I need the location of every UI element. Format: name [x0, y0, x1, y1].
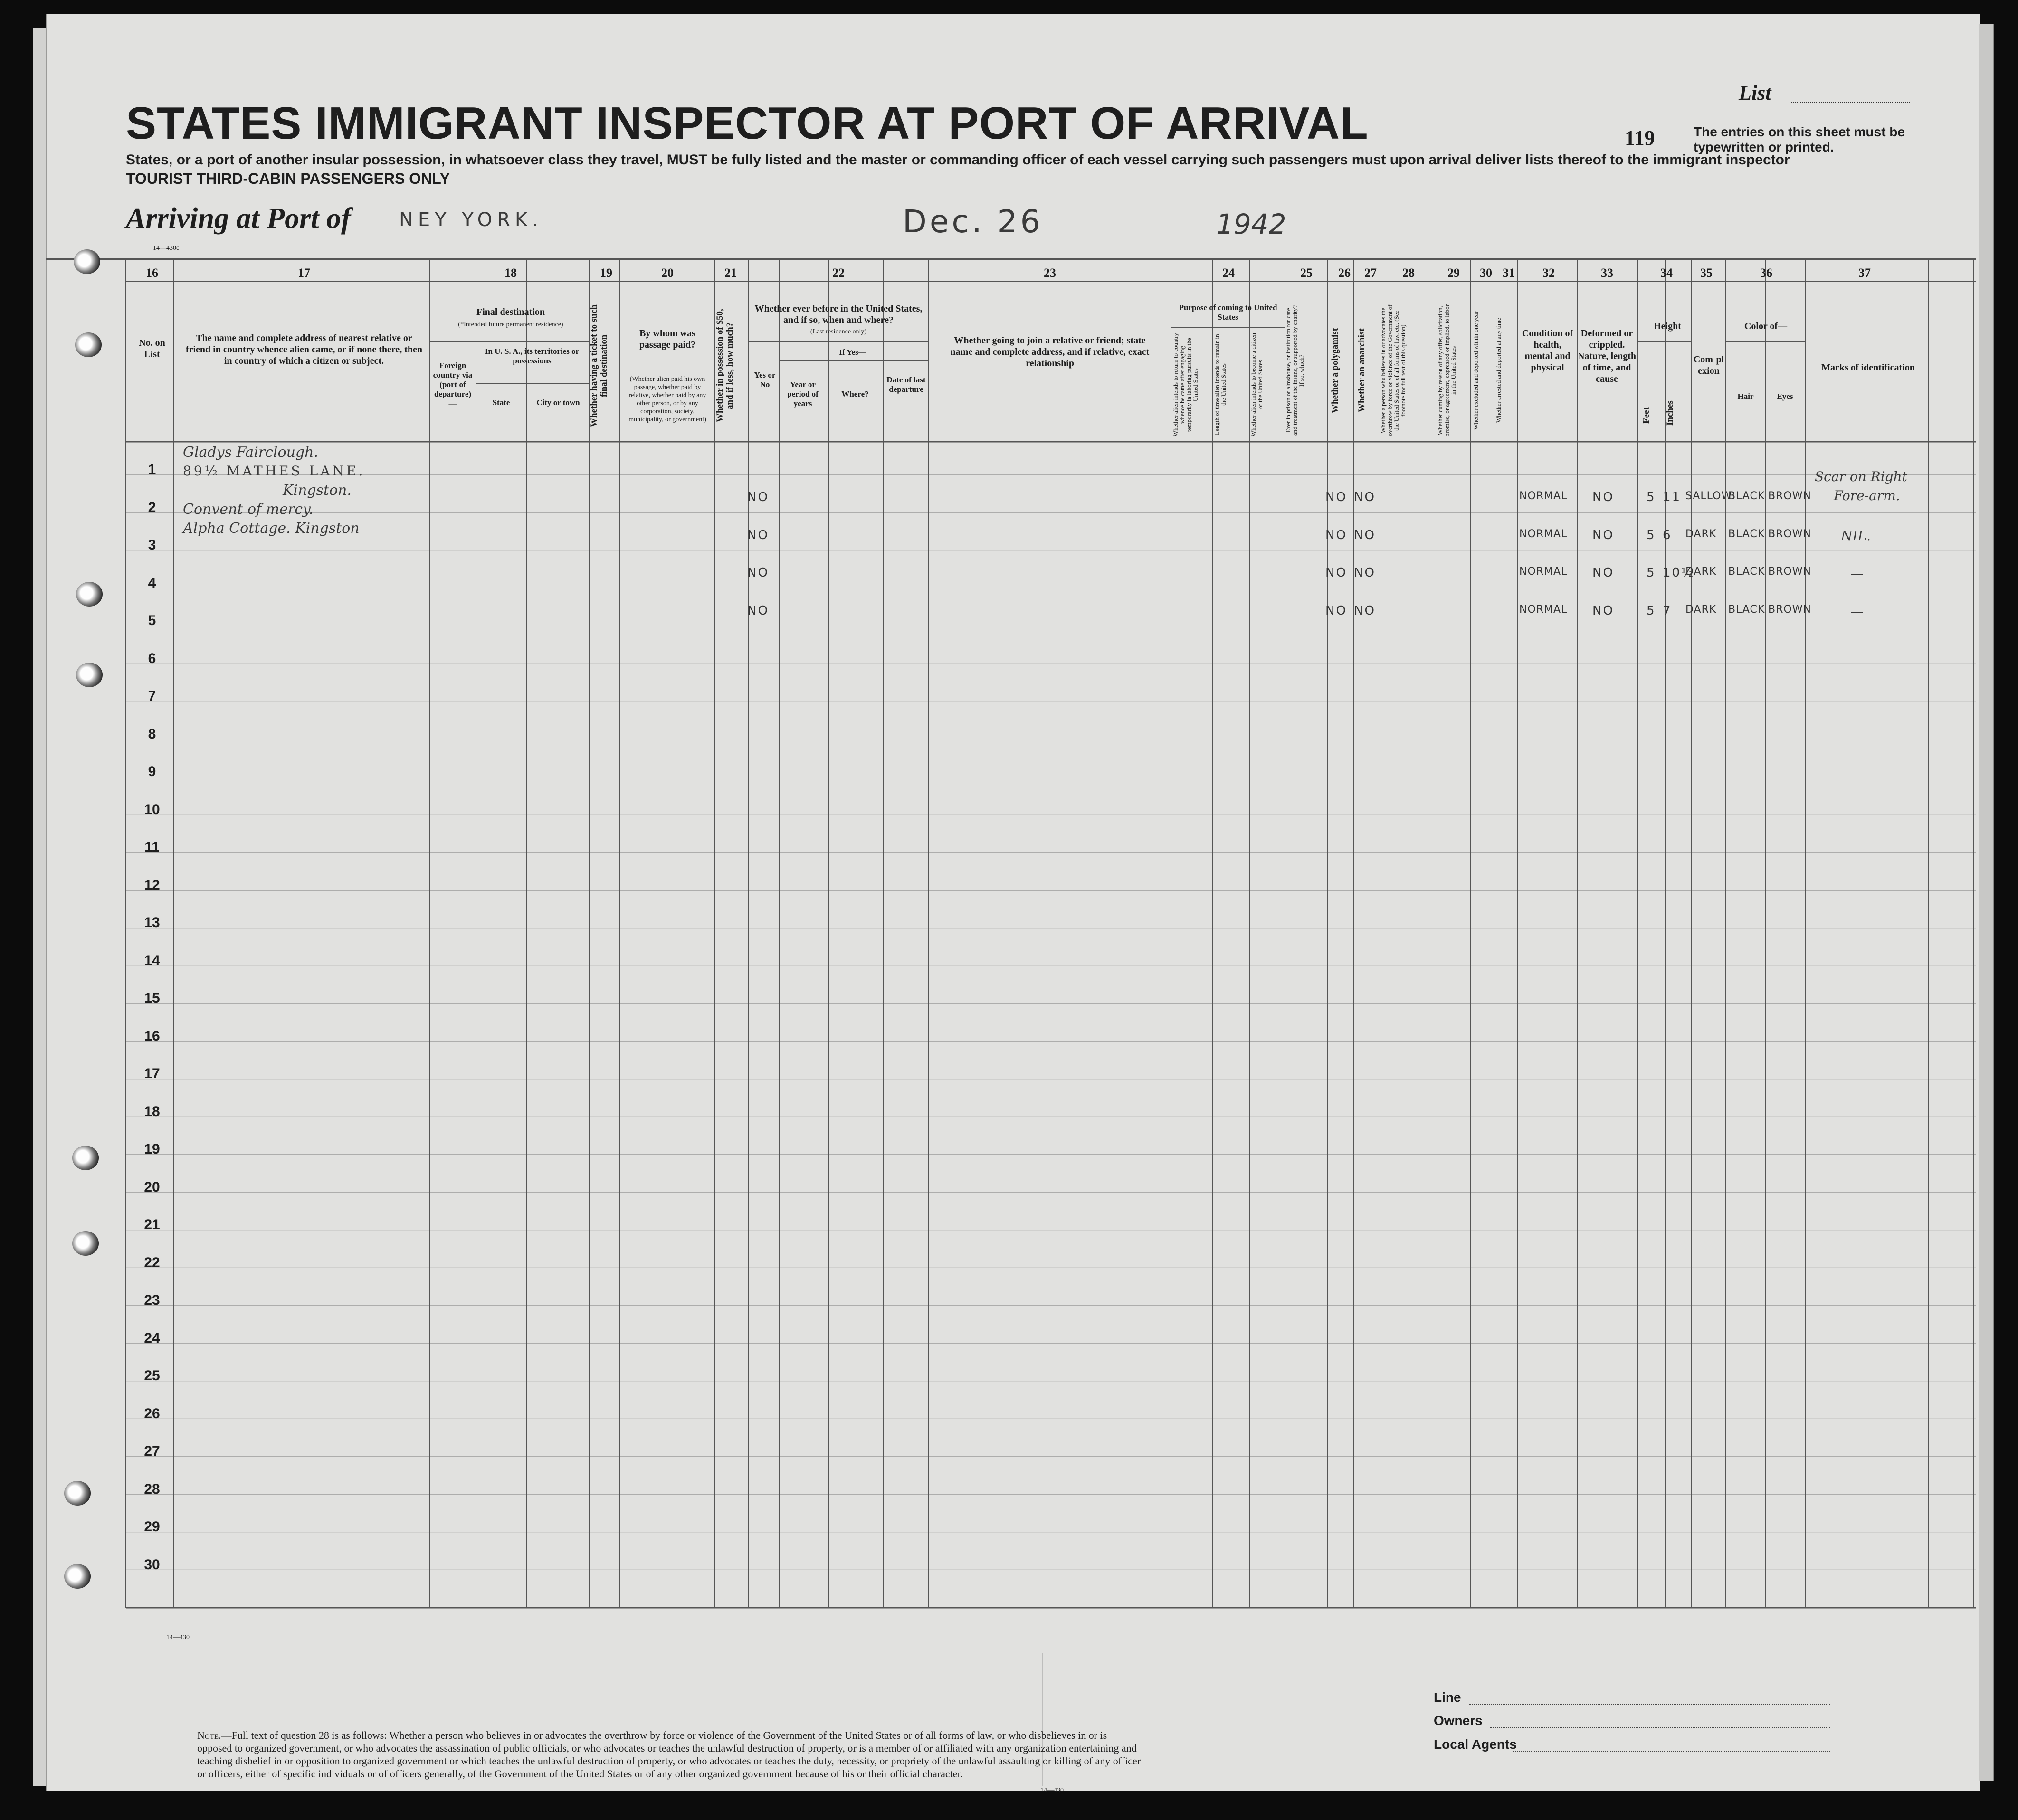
- col-num-28: 28: [1402, 266, 1415, 280]
- col-num-26: 26: [1338, 266, 1351, 280]
- header-no-on-list: No. on List: [139, 338, 165, 360]
- col-num-33: 33: [1601, 266, 1613, 280]
- header-polygamist: Whether a polygamist: [1330, 328, 1340, 413]
- row-number: 24: [144, 1330, 160, 1346]
- header-overthrow: Whether a person who believes in or advocates the overthrow by force or violence of the Government of the United States or of all forms of law, etc. (See footnote for full text of this question): [1380, 304, 1407, 436]
- binder-hole: [64, 1564, 91, 1589]
- row-number: 21: [144, 1217, 160, 1233]
- row-number: 23: [144, 1292, 160, 1308]
- row-number: 26: [144, 1405, 160, 1422]
- col-num-37: 37: [1858, 266, 1871, 280]
- header-deformed: Deformed or crippled. Nature, length of time, and cause: [1578, 328, 1636, 384]
- header-join-relative: Whether going to join a relative or friend; state name and complete address, and if relative, exact relationship: [950, 335, 1150, 369]
- entry-2-eyes: BROWN: [1768, 528, 1811, 540]
- header-period: Year or period of years: [787, 380, 819, 408]
- entry-4-polygamist: NO: [1325, 603, 1347, 618]
- entry-1-deformed: NO: [1592, 490, 1614, 504]
- row-number: 18: [144, 1103, 160, 1119]
- footer-agents-label: Local Agents: [1434, 1737, 1517, 1752]
- col-num-35: 35: [1700, 266, 1713, 280]
- entry-3-inches: 10½: [1663, 566, 1695, 580]
- binder-hole: [76, 663, 103, 687]
- row-number: 3: [148, 537, 156, 553]
- binder-hole: [64, 1481, 91, 1506]
- col-num-21: 21: [724, 266, 737, 280]
- header-arrested: Whether arrested and deported at any time: [1495, 318, 1502, 423]
- header-marks: Marks of identification: [1821, 362, 1915, 373]
- entry-2-polygamist: NO: [1325, 528, 1347, 542]
- entry-4-inches: 7: [1663, 603, 1672, 618]
- row-number: 25: [144, 1368, 160, 1384]
- header-ticket: Whether having a ticket to such final destination: [589, 304, 609, 427]
- header-passage-paid: By whom was passage paid?: [639, 328, 696, 350]
- col-num-22: 22: [832, 266, 845, 280]
- row-number: 29: [144, 1519, 160, 1535]
- row-number: 11: [144, 839, 160, 855]
- entry-2-ever-us: NO: [747, 528, 769, 542]
- entry-1-inches: 11: [1663, 490, 1682, 504]
- col-num-23: 23: [1044, 266, 1056, 280]
- row-number: 4: [148, 575, 156, 591]
- header-eyes: Eyes: [1777, 392, 1793, 401]
- header-state: State: [492, 398, 510, 407]
- header-inches: Inches: [1665, 400, 1675, 426]
- header-prison: Ever in prison or almshouse, or institution for care and treatment of the insane, or supported by charity? If so, which?: [1285, 305, 1305, 436]
- row-number: 20: [144, 1179, 160, 1195]
- header-where: Where?: [841, 389, 869, 398]
- row-number: 19: [144, 1141, 160, 1157]
- entry-4-deformed: NO: [1592, 603, 1614, 618]
- entry-3-complexion: DARK: [1685, 566, 1717, 578]
- header-feet: Feet: [1641, 407, 1651, 424]
- footer-line-rule: [1469, 1704, 1830, 1705]
- entry-4-hair: BLACK: [1728, 603, 1765, 616]
- col-num-27: 27: [1364, 266, 1377, 280]
- entry-3-feet: 5: [1647, 566, 1656, 580]
- col-num-29: 29: [1447, 266, 1460, 280]
- port-label: Arriving at Port of: [126, 202, 351, 235]
- entry-3-hair: BLACK: [1728, 566, 1765, 578]
- col-num-17: 17: [298, 266, 310, 280]
- col-num-18: 18: [504, 266, 517, 280]
- entry-3-ever-us: NO: [747, 566, 769, 580]
- col-num-25: 25: [1300, 266, 1313, 280]
- entry-3-health: NORMAL: [1519, 566, 1568, 578]
- col-num-34: 34: [1660, 266, 1673, 280]
- entry-1-relative-line2: 89½ MATHES LANE.: [183, 463, 365, 479]
- entry-4-eyes: BROWN: [1768, 603, 1811, 616]
- form-code-lower: 14—430: [166, 1634, 190, 1641]
- header-height: Height: [1654, 321, 1681, 332]
- row-number: 7: [148, 688, 156, 704]
- page-title: STATES IMMIGRANT INSPECTOR AT PORT OF ARRIVAL: [126, 98, 1369, 149]
- entry-2-marks: NIL.: [1841, 528, 1871, 544]
- entry-1-relative-line3: Kingston.: [283, 482, 352, 499]
- footer-line-label: Line: [1434, 1690, 1461, 1705]
- row-number: 2: [148, 499, 156, 515]
- header-purpose-return: Whether alien intends to return to country whence he came after engaging temporarily in laboring pursuits in the United States: [1172, 332, 1199, 437]
- header-if-yes: If Yes—: [839, 348, 866, 357]
- entry-4-ever-us: NO: [747, 603, 769, 618]
- row-number: 1: [148, 462, 156, 478]
- entry-4-anarchist: NO: [1354, 603, 1376, 618]
- header-in-usa: In U. S. A., its territories or possessions: [485, 347, 580, 365]
- entry-4-health: NORMAL: [1519, 603, 1568, 616]
- header-complexion: Com-plexion: [1693, 354, 1724, 376]
- footer-owners-label: Owners: [1434, 1713, 1483, 1728]
- entry-1-polygamist: NO: [1325, 490, 1347, 504]
- row-number: 12: [144, 877, 160, 893]
- header-city: City or town: [536, 398, 580, 407]
- entries-note: The entries on this sheet must be typewritten or printed.: [1694, 124, 1905, 154]
- port-value: NEY YORK.: [399, 209, 543, 231]
- footer-agents-rule: [1514, 1751, 1830, 1752]
- entry-1-hair: BLACK: [1728, 490, 1765, 502]
- col-num-19: 19: [600, 266, 612, 280]
- entry-3-marks: —: [1850, 566, 1864, 581]
- footer-owners-rule: [1490, 1727, 1830, 1728]
- entry-1-feet: 5: [1647, 490, 1656, 504]
- entry-4-marks: —: [1850, 603, 1864, 619]
- entry-1-ever-us: NO: [747, 490, 769, 504]
- binder-hole: [72, 1146, 99, 1170]
- footer-note-text: Full text of question 28 is as follows: Whether a person who believes in or advocates the overthrow by force or violence of the Government of the United States or of all forms of law, or who disbelieves in or is opposed to organized government, or who advocates the assassination of public officials, or who advocates or teaches the unlawful destruction of property, or is a member of or affiliated with any organization entertaining and teaching disbelief in or opposition to organized government or which teaches the unlawful destruction of property, or who advocates or teaches the duty, necessity, or propriety of the unlawful assaulting or killing of any officer or officers, either of specific individuals or of officers generally, of the Government of the United States or of any other organized government because of his or their official character.: [197, 1729, 1141, 1780]
- header-final-destination: Final destination: [476, 307, 545, 317]
- header-ever-in-us-note: (Last residence only): [810, 328, 867, 335]
- header-fifty-dollars: Whether in possession of $50, and if less, how much?: [715, 309, 735, 423]
- header-hair: Hair: [1737, 392, 1754, 401]
- row-number: 30: [144, 1556, 160, 1573]
- class-note: TOURIST THIRD-CABIN PASSENGERS ONLY: [126, 170, 450, 187]
- entry-1-eyes: BROWN: [1768, 490, 1811, 502]
- entry-1-marks: Fore-arm.: [1834, 488, 1900, 503]
- col-num-36: 36: [1760, 266, 1772, 280]
- entry-2-deformed: NO: [1592, 528, 1614, 542]
- header-final-destination-note: (*Intended future permanent residence): [458, 321, 563, 328]
- header-labor-offer: Whether coming by reason of any offer, solicitation, promise, or agreement, expressed or implied, to labor in the United States: [1437, 304, 1457, 436]
- binder-hole: [74, 249, 100, 274]
- header-date-last: Date of last departure: [886, 375, 926, 394]
- entry-2-complexion: DARK: [1685, 528, 1717, 540]
- entry-3-polygamist: NO: [1325, 566, 1347, 580]
- row-number: 8: [148, 726, 156, 742]
- entry-4-complexion: DARK: [1685, 603, 1717, 616]
- list-label: List: [1739, 81, 1771, 104]
- subtitle: States, or a port of another insular possession, in whatsoever class they travel, MUST be fully listed and the master or commanding officer of each vessel carrying such passengers must upon arrival deliver lists thereof to the immigrant inspector: [126, 152, 1790, 168]
- form-code: 14—430c: [153, 245, 180, 252]
- row-number: 28: [144, 1481, 160, 1497]
- entry-2-anarchist: NO: [1354, 528, 1376, 542]
- col-num-16: 16: [146, 266, 158, 280]
- header-yes-no: Yes or No: [754, 370, 776, 389]
- footer-note: [197, 1729, 1142, 1780]
- binder-hole: [72, 1231, 99, 1256]
- entry-3-anarchist: NO: [1354, 566, 1376, 580]
- sheet-number: 119: [1625, 126, 1655, 150]
- entry-2-feet: 5: [1647, 528, 1656, 542]
- header-nearest-relative: The name and complete address of nearest relative or friend in country whence alien came, or if none there, then in country of which a citizen or subject.: [185, 333, 423, 366]
- entry-1-health: NORMAL: [1519, 490, 1568, 502]
- header-ever-in-us: Whether ever before in the United States, and if so, when and where?: [754, 303, 923, 325]
- header-purpose: Purpose of coming to United States: [1179, 303, 1277, 322]
- row-number: 15: [144, 990, 160, 1006]
- footer-note-lead: Note.—: [197, 1729, 232, 1741]
- col-num-31: 31: [1503, 266, 1515, 280]
- date-value: Dec. 26: [903, 203, 1043, 240]
- entry-1-relative-line1: Gladys Fairclough.: [183, 444, 318, 461]
- header-foreign-country: Foreign country via (port of departure)—: [433, 361, 473, 408]
- row-number: 16: [144, 1028, 160, 1044]
- col-num-30: 30: [1480, 266, 1492, 280]
- year-value: 1942: [1216, 208, 1286, 240]
- row-number: 14: [144, 952, 160, 968]
- header-purpose-citizen: Whether alien intends to become a citizen of the United States: [1250, 332, 1264, 437]
- entry-2-relative-line1: Convent of mercy.: [183, 501, 314, 518]
- binder-hole: [75, 332, 102, 357]
- col-num-32: 32: [1542, 266, 1555, 280]
- header-purpose-length: Length of time alien intends to remain in the United States: [1213, 334, 1227, 436]
- row-number: 10: [144, 801, 160, 817]
- header-passage-note: (Whether alien paid his own passage, whether paid by relative, whether paid by any other person, or by any corporation, society, municipality, or government): [628, 376, 706, 423]
- entry-1-marks: Scar on Right: [1815, 469, 1907, 484]
- row-number: 13: [144, 915, 160, 931]
- entry-2-relative-line2: Alpha Cottage. Kingston: [183, 520, 360, 537]
- entry-2-hair: BLACK: [1728, 528, 1765, 540]
- header-color-of: Color of—: [1744, 321, 1788, 332]
- form-code-bottom: 14—430: [1040, 1787, 1064, 1794]
- header-anarchist: Whether an anarchist: [1357, 328, 1367, 413]
- row-number: 27: [144, 1443, 160, 1460]
- entry-4-feet: 5: [1647, 603, 1656, 618]
- row-number: 9: [148, 764, 156, 780]
- row-number: 17: [144, 1066, 160, 1082]
- entry-1-complexion: SALLOW: [1685, 490, 1732, 502]
- binder-hole: [76, 582, 103, 607]
- entry-2-health: NORMAL: [1519, 528, 1568, 540]
- header-health: Condition of health, mental and physical: [1522, 328, 1573, 373]
- header-excluded: Whether excluded and deported within one year: [1472, 311, 1479, 430]
- entry-1-anarchist: NO: [1354, 490, 1376, 504]
- row-number: 22: [144, 1254, 160, 1270]
- row-number: 6: [148, 650, 156, 666]
- entry-3-deformed: NO: [1592, 566, 1614, 580]
- col-num-24: 24: [1222, 266, 1235, 280]
- entry-3-eyes: BROWN: [1768, 566, 1811, 578]
- col-num-20: 20: [661, 266, 674, 280]
- entry-2-inches: 6: [1663, 528, 1672, 542]
- row-number: 5: [148, 613, 156, 629]
